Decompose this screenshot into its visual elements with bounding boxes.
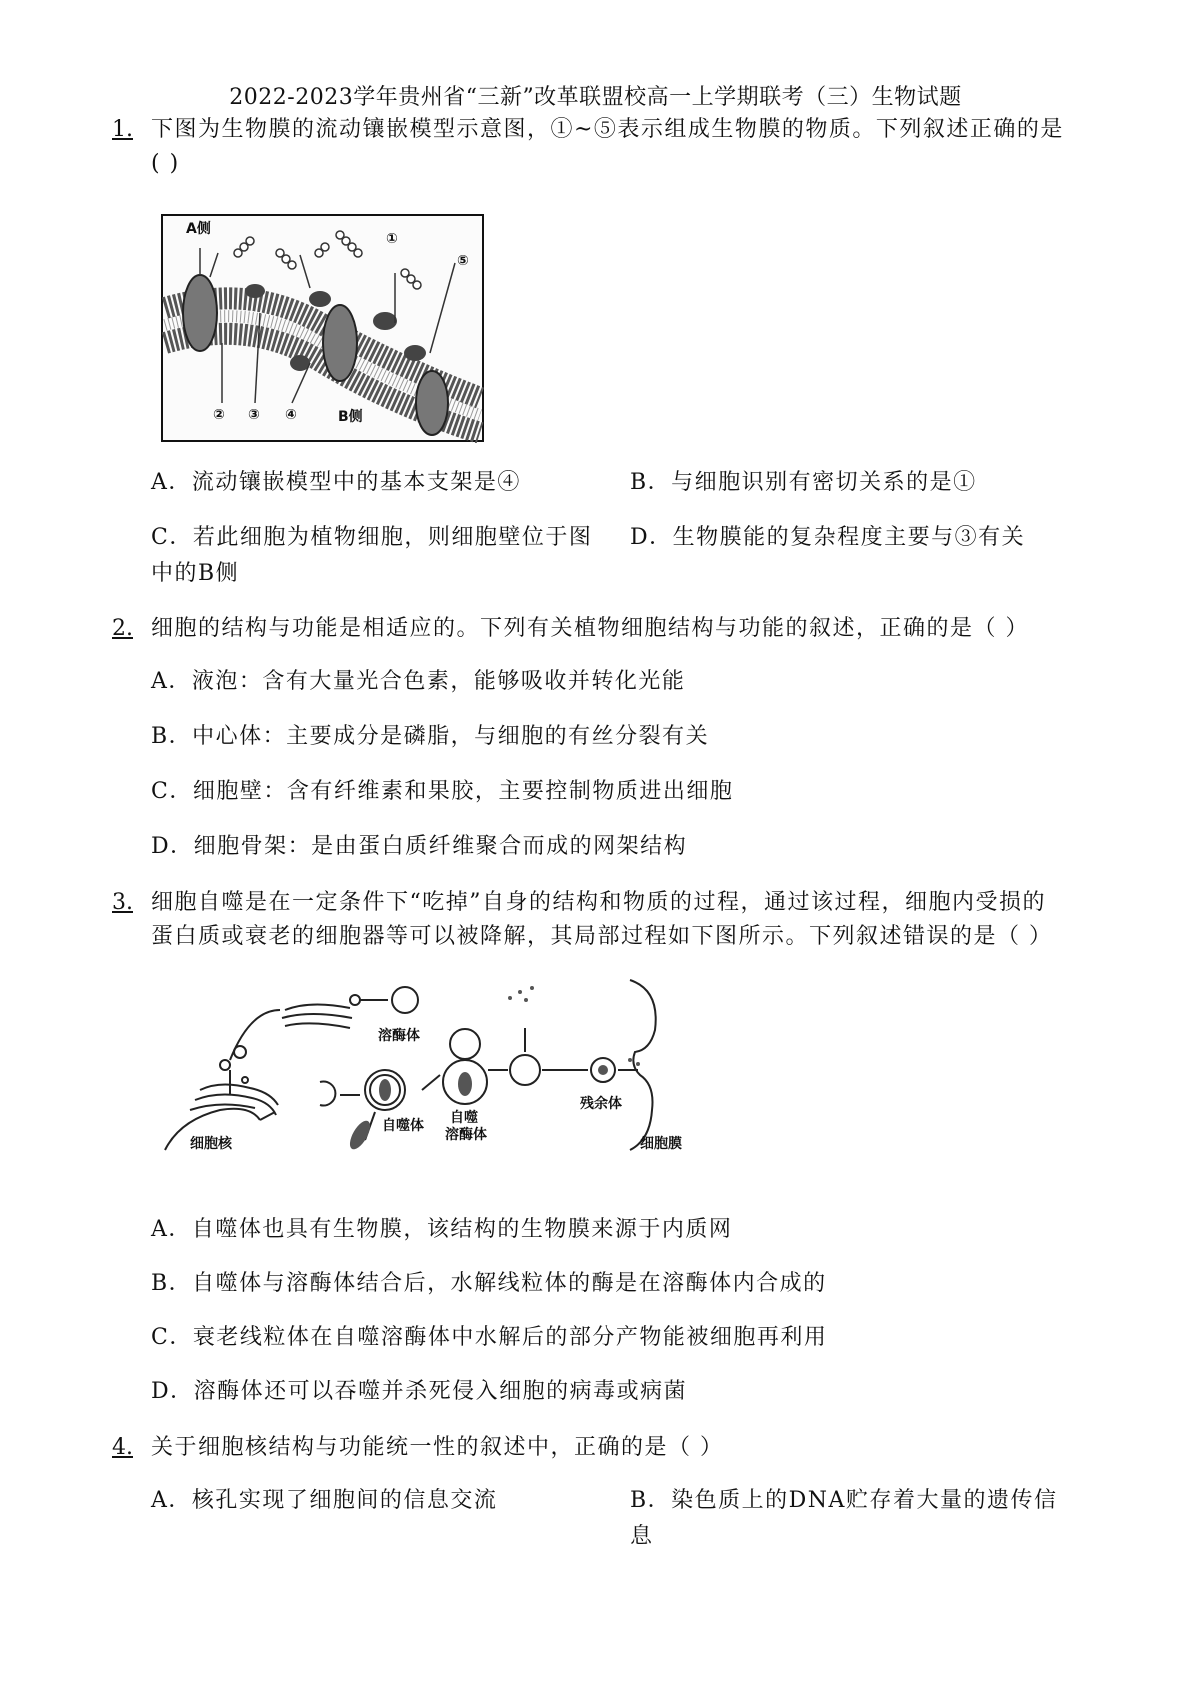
q1-option-a: A．流动镶嵌模型中的基本支架是④ — [151, 470, 521, 495]
question-3-stem — [151, 886, 1091, 954]
q3-option-c: C．衰老线粒体在自噬溶酶体中水解后的部分产物能被细胞再利用 — [151, 1325, 828, 1350]
auto-lysosome-label-1: 自噬 — [450, 1110, 478, 1126]
q1-option-d: D．生物膜能的复杂程度主要与③有关 — [630, 525, 1026, 550]
q4-option-b-line2: 息 — [630, 1524, 654, 1549]
question-3-number: 3. — [112, 890, 133, 915]
question-2-stem: 细胞的结构与功能是相适应的。下列有关植物细胞结构与功能的叙述，正确的是（ ） — [151, 616, 1029, 641]
q1-option-b: B．与细胞识别有密切关系的是① — [630, 470, 977, 495]
label-3: ③ — [248, 407, 260, 423]
q1-option-c-line2: 中的B侧 — [151, 561, 240, 586]
q4-option-a: A．核孔实现了细胞间的信息交流 — [151, 1488, 498, 1513]
label-5: ⑤ — [457, 253, 469, 269]
auto-lysosome-label-2: 溶酶体 — [445, 1127, 487, 1143]
nucleus-label: 细胞核 — [190, 1136, 232, 1152]
question-1-stem — [151, 113, 1091, 181]
q3-option-d: D．溶酶体还可以吞噬并杀死侵入细胞的病毒或病菌 — [151, 1379, 688, 1404]
question-3-stem-line1: 细胞自噬是在一定条件下“吃掉”自身的结构和物质的过程，通过该过程，细胞内受损的 — [151, 890, 1046, 915]
question-1-stem-line2: ( ) — [151, 151, 180, 176]
question-1-number: 1. — [112, 117, 133, 142]
side-a-label: A侧 — [186, 221, 211, 237]
autophagy-figure — [160, 970, 700, 1155]
q2-option-a: A．液泡：含有大量光合色素，能够吸收并转化光能 — [151, 669, 686, 694]
q4-option-b-line1: B．染色质上的DNA贮存着大量的遗传信 — [630, 1488, 1058, 1513]
q1-option-c — [151, 520, 592, 592]
q1-option-c-line1: C．若此细胞为植物细胞，则细胞壁位于图 — [151, 525, 593, 550]
q4-option-b — [630, 1483, 1057, 1555]
label-4: ④ — [285, 407, 297, 423]
q2-option-b: B．中心体：主要成分是磷脂，与细胞的有丝分裂有关 — [151, 724, 710, 749]
question-2-number: 2. — [112, 616, 133, 641]
label-1: ① — [386, 231, 398, 247]
question-4-stem: 关于细胞核结构与功能统一性的叙述中，正确的是（ ） — [151, 1435, 724, 1460]
q3-option-a: A．自噬体也具有生物膜，该结构的生物膜来源于内质网 — [151, 1217, 733, 1242]
membrane-model-figure — [160, 213, 485, 443]
residual-body-label: 残余体 — [580, 1096, 622, 1112]
question-1-stem-line1: 下图为生物膜的流动镶嵌模型示意图，①~⑤表示组成生物膜的物质。下列叙述正确的是 — [151, 117, 1064, 142]
q2-option-c: C．细胞壁：含有纤维素和果胶，主要控制物质进出细胞 — [151, 779, 734, 804]
side-b-label: B侧 — [338, 409, 363, 425]
autophagosome-label: 自噬体 — [382, 1118, 424, 1134]
question-4-number: 4. — [112, 1435, 133, 1460]
question-3-stem-line2: 蛋白质或衰老的细胞器等可以被降解，其局部过程如下图所示。下列叙述错误的是（ ） — [151, 924, 1053, 949]
label-2: ② — [213, 407, 225, 423]
q2-option-d: D．细胞骨架：是由蛋白质纤维聚合而成的网架结构 — [151, 834, 688, 859]
lysosome-label: 溶酶体 — [378, 1028, 420, 1044]
page-title: 2022-2023学年贵州省“三新”改革联盟校高一上学期联考（三）生物试题 — [229, 85, 962, 110]
cell-membrane-label: 细胞膜 — [640, 1136, 682, 1152]
q3-option-b: B．自噬体与溶酶体结合后，水解线粒体的酶是在溶酶体内合成的 — [151, 1271, 827, 1296]
